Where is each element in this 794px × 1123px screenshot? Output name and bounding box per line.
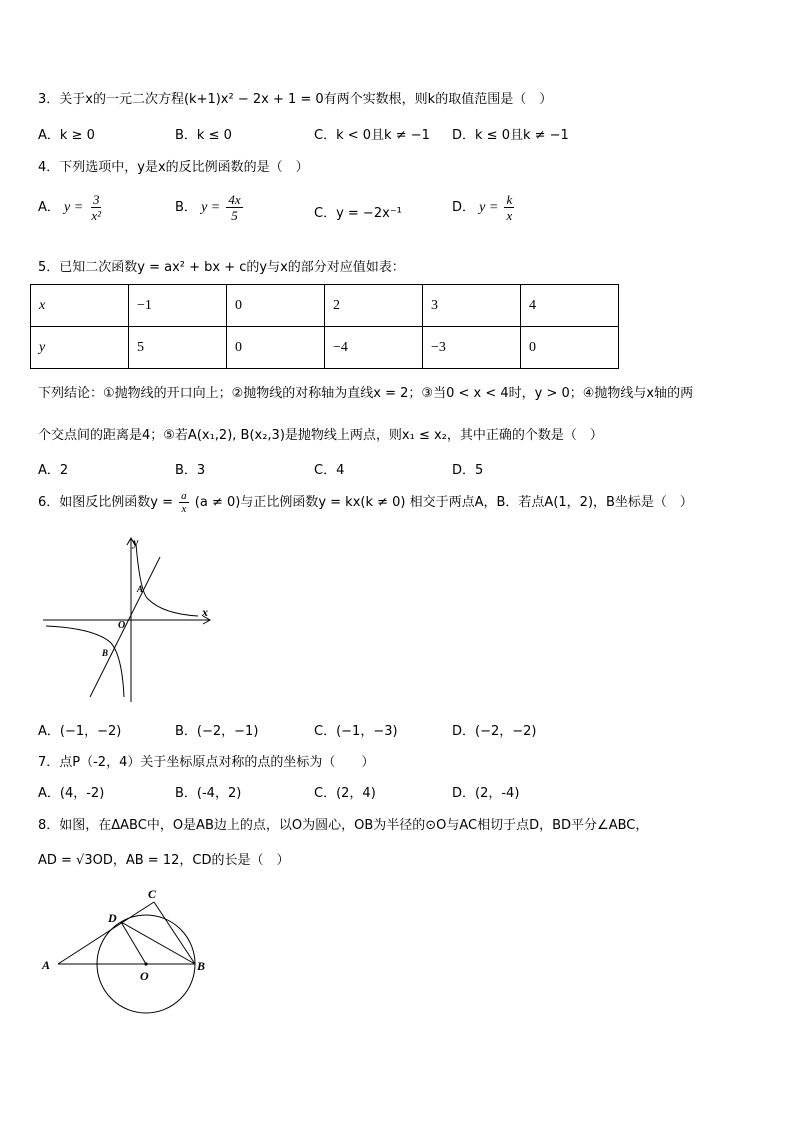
q6-option-b[interactable]: B．(−2，−1) (175, 724, 259, 739)
q5-stem: 5．已知二次函数y = ax² + bx + c的y与x的部分对应值如表： (38, 260, 405, 275)
segment-bc (154, 902, 195, 964)
q8-stem-line1: 8．如图，在ΔABC中，O是AB边上的点，以O为圆心，OB为半径的⊙O与AC相切于点D，BD平分∠ABC， (38, 818, 649, 833)
q6-stem-fraction (179, 490, 189, 515)
q4-option-d[interactable] (452, 192, 516, 223)
q4-option-b-label: B． (175, 200, 197, 215)
hyperbola-branch-3 (46, 626, 124, 697)
q6-label-o: O (118, 620, 126, 631)
hyperbola-branch-1 (136, 544, 198, 616)
table-cell: 4 (521, 285, 619, 327)
q5-option-d[interactable]: D．5 (452, 463, 484, 478)
table-cell: 3 (423, 285, 521, 327)
q5-conclusions-line2: 个交点间的距离是4；⑤若A(x₁,2), B(x₂,3)是抛物线上两点，则x₁ ≤ x₂，其中正确的个数是（ ） (38, 428, 603, 443)
q8-stem-line2: AD = √3OD，AB = 12，CD的长是（ ） (38, 853, 290, 868)
table-row (31, 285, 619, 327)
q6-stem-pre: 6．如图反比例函数y = (38, 495, 173, 510)
q7-option-b[interactable]: B．(-4，2) (175, 786, 242, 801)
q4-option-d-num: k (506, 192, 513, 207)
q4-option-a-label: A． (38, 200, 60, 215)
q4-option-b[interactable] (175, 192, 245, 223)
table-cell: 2 (325, 285, 423, 327)
table-cell: 0 (521, 327, 619, 369)
q8-label-o: O (140, 969, 149, 983)
segment-bd (121, 922, 195, 964)
q8-label-d: D (108, 911, 117, 925)
table-cell: y (31, 327, 129, 369)
q6-option-a[interactable]: A．(−1，−2) (38, 724, 122, 739)
q3-stem: 3．关于x的一元二次方程(k+1)x² − 2x + 1 = 0有两个实数根，则k的取值范围是（ ） (38, 92, 553, 107)
q6-option-c[interactable]: C．(−1，−3) (314, 724, 398, 739)
table-cell: −4 (325, 327, 423, 369)
q3-option-c[interactable]: C．k < 0且k ≠ −1 (314, 128, 430, 143)
q6-stem-post: (a ≠ 0)与正比例函数y = kx(k ≠ 0) 相交于两点A，B．若点A(1，2)，B坐标是（ ） (194, 495, 693, 510)
q6-label-a: A (137, 584, 144, 594)
q6-frac-num: a (181, 490, 187, 502)
table-cell: 5 (129, 327, 227, 369)
q4-option-d-fraction (504, 192, 514, 223)
table-cell: 0 (227, 327, 325, 369)
q7-option-d[interactable]: D．(2，-4) (452, 786, 520, 801)
q5-option-c[interactable]: C．4 (314, 463, 345, 478)
q4-option-c[interactable]: C．y = −2x⁻¹ (314, 206, 402, 221)
q4-option-b-lhs: y = (201, 200, 221, 215)
q3-option-d[interactable]: D．k ≤ 0且k ≠ −1 (452, 128, 569, 143)
q8-label-b: B (197, 959, 206, 973)
q4-option-a[interactable] (38, 192, 105, 223)
q4-option-a-num: 3 (92, 192, 100, 207)
q6-label-b: B (102, 648, 109, 658)
q5-option-b[interactable]: B．3 (175, 463, 206, 478)
segment-od (121, 922, 146, 964)
point-o (144, 962, 147, 965)
table-cell: −3 (423, 327, 521, 369)
q4-option-d-lhs: y = (479, 200, 499, 215)
q4-option-d-den: x (506, 208, 513, 223)
q5-option-a[interactable]: A．2 (38, 463, 69, 478)
q7-option-a[interactable]: A．(4，-2) (38, 786, 105, 801)
q3-option-a[interactable]: A．k ≥ 0 (38, 128, 95, 143)
q4-option-b-num: 4x (228, 192, 241, 207)
q4-option-b-fraction (226, 192, 242, 223)
table-row (31, 327, 619, 369)
q4-option-a-fraction (89, 192, 103, 223)
table-cell: 0 (227, 285, 325, 327)
q3-option-b[interactable]: B．k ≤ 0 (175, 128, 232, 143)
q4-option-a-den: x² (91, 208, 102, 223)
q4-stem: 4．下列选项中，y是x的反比例函数的是（ ） (38, 160, 309, 175)
q8-label-a: A (42, 958, 51, 972)
q6-option-d[interactable]: D．(−2，−2) (452, 724, 537, 739)
q7-stem: 7．点P（-2，4）关于坐标原点对称的点的坐标为（ ） (38, 755, 375, 770)
q8-geometry-figure (38, 880, 228, 1020)
q6-frac-den: x (181, 503, 187, 515)
q5-value-table (30, 284, 619, 369)
table-cell: −1 (129, 285, 227, 327)
q4-option-b-den: 5 (231, 208, 238, 223)
q8-label-c: C (148, 887, 157, 901)
q5-conclusions-line1: 下列结论：①抛物线的开口向上；②抛物线的对称轴为直线x = 2；③当0 < x < 4时，y > 0；④抛物线与x轴的两 (38, 386, 694, 401)
q4-option-a-lhs: y = (64, 200, 84, 215)
q6-graph-figure (38, 532, 228, 707)
q7-option-c[interactable]: C．(2，4) (314, 786, 376, 801)
table-cell: x (31, 285, 129, 327)
q6-stem (38, 490, 693, 515)
q6-label-y: y (133, 535, 139, 549)
q6-label-x: x (202, 605, 208, 619)
q4-option-d-label: D． (452, 200, 476, 215)
